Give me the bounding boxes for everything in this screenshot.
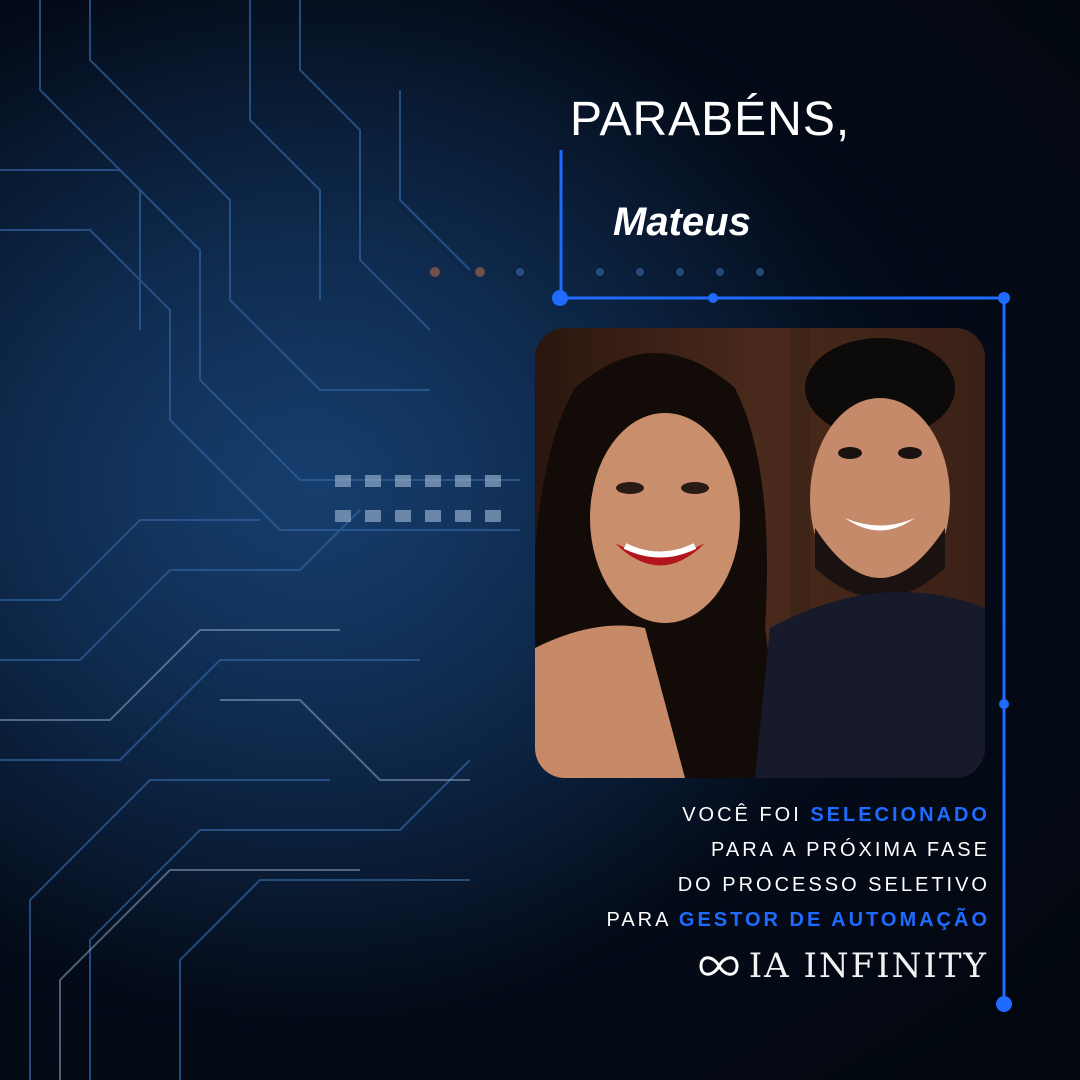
message-highlight-role: GESTOR DE AUTOMAÇÃO bbox=[678, 909, 990, 931]
message-line-4 bbox=[606, 903, 990, 938]
message-line-1 bbox=[606, 798, 990, 833]
brand-logo bbox=[697, 946, 988, 986]
candidate-name: Mateus bbox=[613, 200, 751, 244]
message-line-4-prefix: PARA bbox=[606, 909, 679, 931]
photo-illustration bbox=[535, 328, 985, 778]
brand-name: IA INFINITY bbox=[748, 946, 988, 986]
candidate-photo bbox=[535, 328, 985, 778]
message-line-3: DO PROCESSO SELETIVO bbox=[677, 874, 990, 896]
congratulations-title: PARABÉNS, bbox=[570, 93, 851, 146]
selection-message bbox=[606, 798, 990, 938]
message-line-2: PARA A PRÓXIMA FASE bbox=[711, 839, 990, 861]
message-line-1-prefix: VOCÊ FOI bbox=[682, 804, 811, 826]
message-highlight-selected: SELECIONADO bbox=[810, 804, 990, 826]
infinity-icon bbox=[697, 951, 741, 981]
